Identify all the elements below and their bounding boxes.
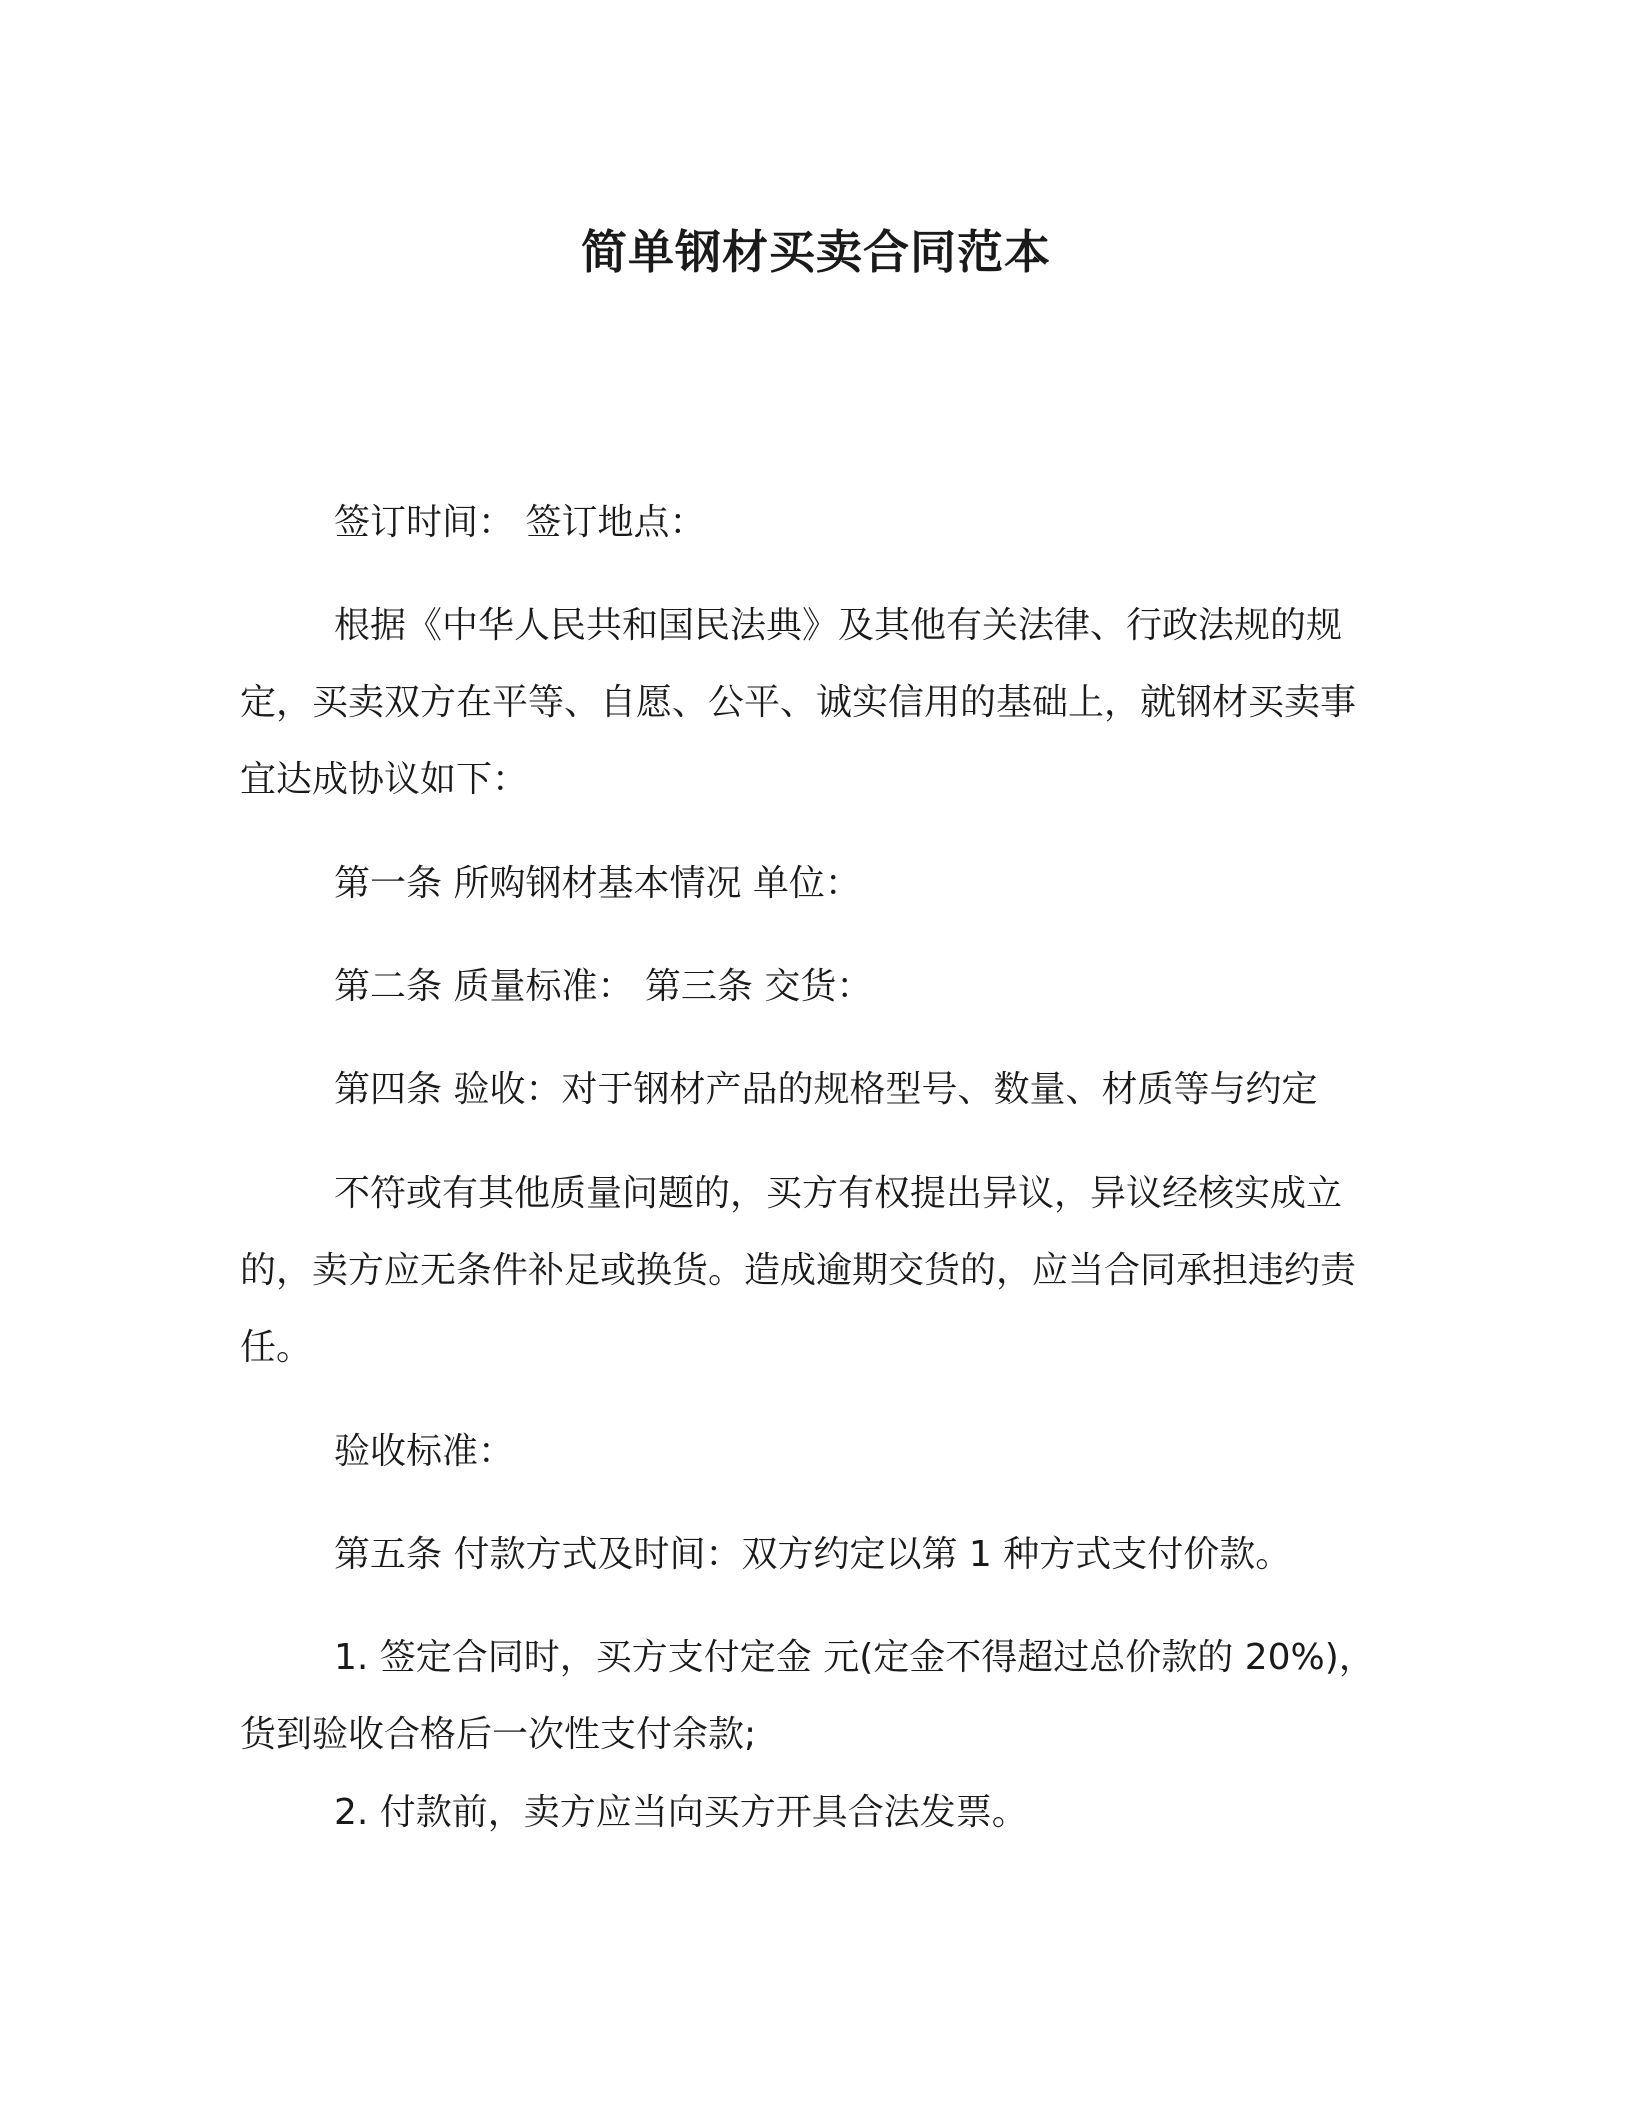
payment-item-2: 2. 付款前，卖方应当向买方开具合法发票。 <box>334 1792 1028 1833</box>
article-4-inspection: 第四条 验收：对于钢材产品的规格型号、数量、材质等与约定 <box>334 1069 1318 1110</box>
article-5-payment: 第五条 付款方式及时间：双方约定以第 1 种方式支付价款。 <box>334 1534 1292 1575</box>
signing-info: 签订时间： 签订地点： <box>334 502 706 543</box>
document-title: 简单钢材买卖合同范本 <box>581 225 1051 279</box>
article-1: 第一条 所购钢材基本情况 单位： <box>334 863 861 904</box>
payment-item-1: 1. 签定合同时，买方支付定金 元(定金不得超过总价款的 20%)，货到验收合格后一次性支付余款; <box>240 1637 1375 1755</box>
article-2-3: 第二条 质量标准： 第三条 交货： <box>334 966 873 1007</box>
legal-basis-paragraph: 根据《中华人民共和国民法典》及其他有关法律、行政法规的规定，买卖双方在平等、自愿、公平、诚实信用的基础上，就钢材买卖事宜达成协议如下： <box>240 605 1357 800</box>
article-4-continued: 不符或有其他质量问题的，买方有权提出异议，异议经核实成立的，卖方应无条件补足或换货。造成逾期交货的，应当合同承担违约责任。 <box>240 1173 1357 1368</box>
inspection-standard: 验收标准： <box>334 1431 515 1472</box>
